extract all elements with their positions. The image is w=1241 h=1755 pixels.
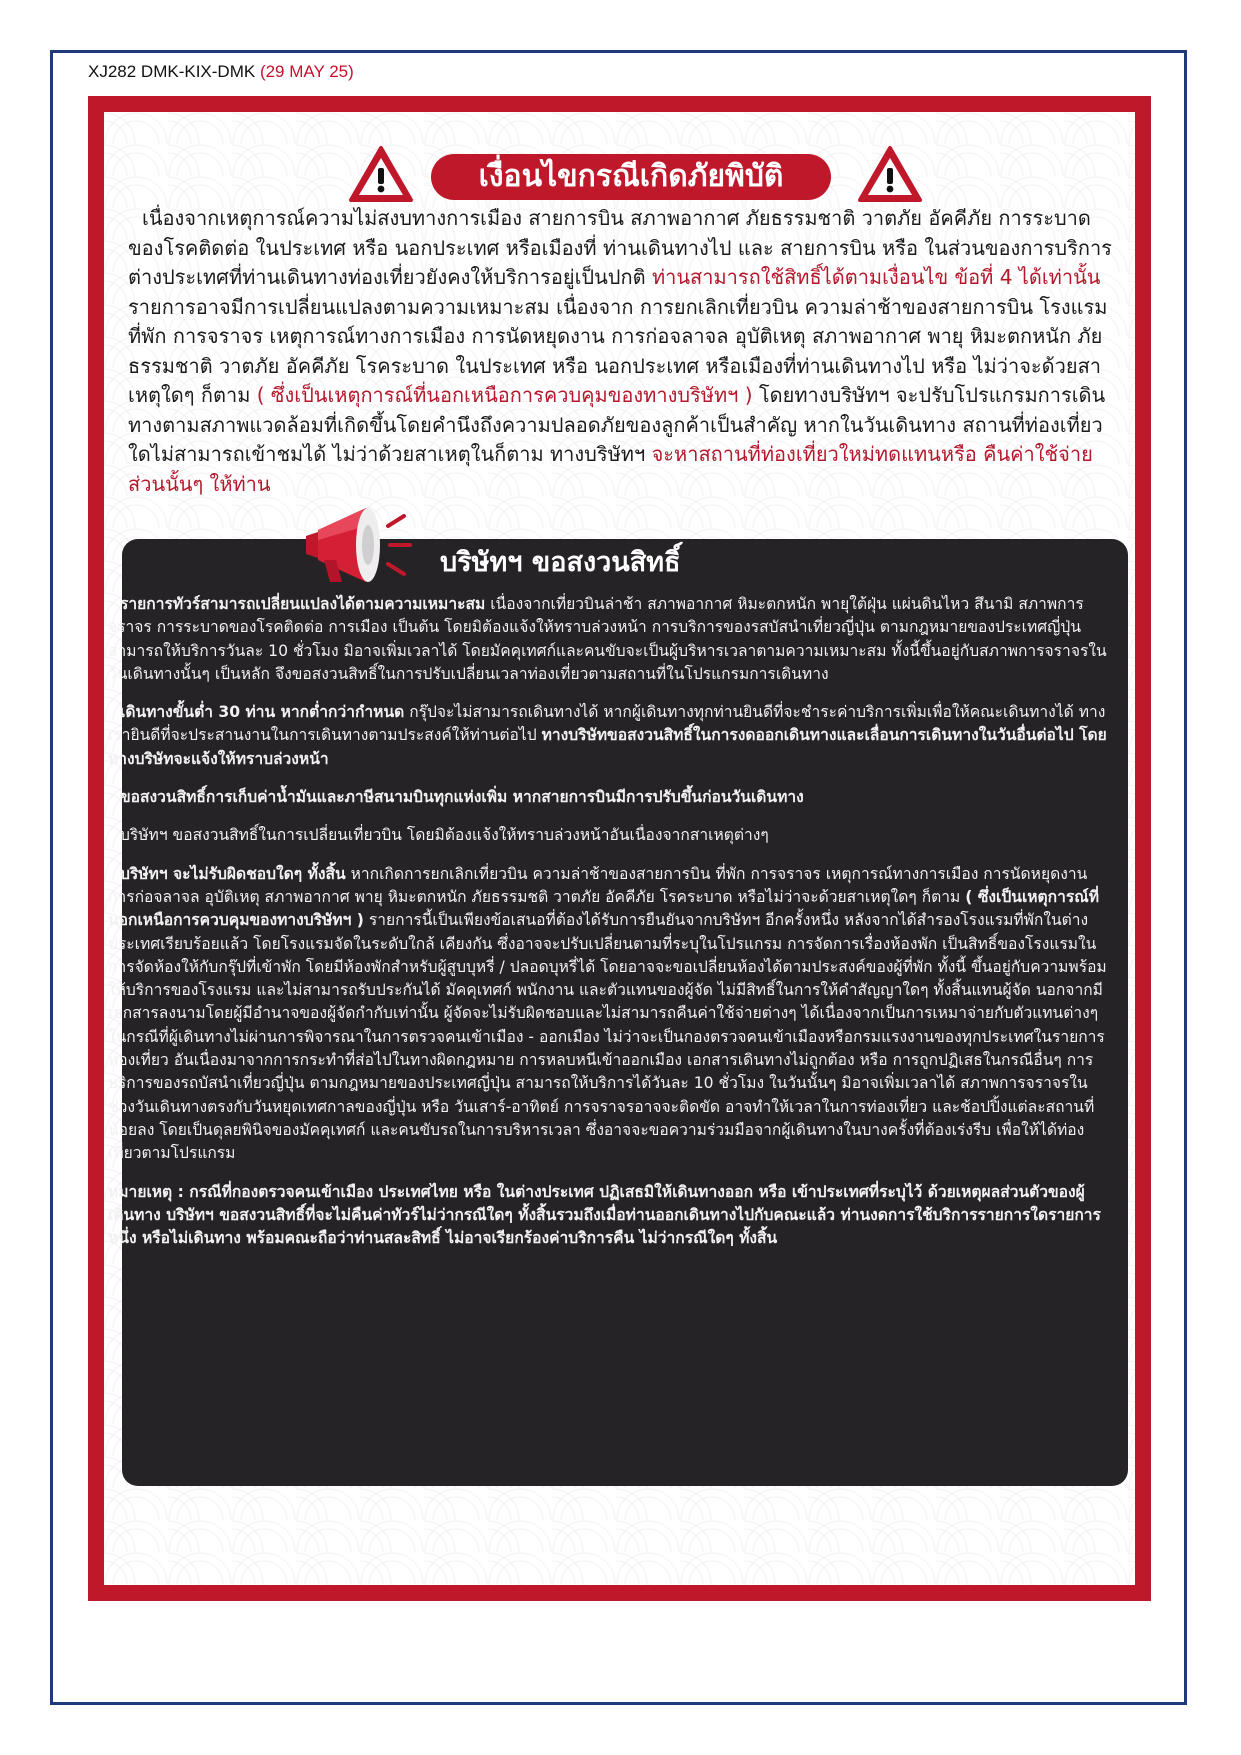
highlight-force-majeure: ( ซึ่งเป็นเหตุการณ์ที่นอกเหนือการควบคุมของทางบริษัทฯ ) [256, 383, 753, 407]
warning-triangle-icon [857, 144, 923, 204]
rights-paragraph-minimum-group: เดินทางขั้นต่ำ 30 ท่าน หากต่ำกว่ากำหนด กรุ๊ปจะไม่สามารถเดินทางได้ หากผู้เดินทางทุกท่านยินดีที่จะชำระค่าบริการเพิ่มเพื่อให้คณะเดินทางได้ ทางเรายินดีที่จะประสานงานในการเดินทางตามประสงค์ให้ท่านต่อไป ทางบริษัทขอสงวนสิทธิ์ในการงดออกเดินทางและเลื่อนการเดินทางในวันอื่นต่อไป โดยทางบริษัทจะแจ้งให้ทราบล่วงหน้า [108, 703, 1107, 768]
intro-paragraph-2: รายการอาจมีการเปลี่ยนแปลงตามความเหมาะสม เนื่องจาก การยกเลิกเที่ยวบิน ความล่าช้าของสายการบิน โรงแรม ที่พัก การจราจร เหตุการณ์ทางการเมือง การนัดหยุดงาน การก่อจลาจล อุบัติเหตุ สภาพอากาศ พายุ หิมะตกหนัก ภัยธรรมชาติ วาตภัย อัคคีภัย โรคระบาด ในประเทศ หรือ นอกประเทศ หรือเมืองที่ท่านเดินทางไป หรือ ไม่ว่าจะด้วยสาเหตุใดๆ ก็ตาม ( ซึ่งเป็นเหตุการณ์ที่นอกเหนือการควบคุมของทางบริษัทฯ ) โดยทางบริษัทฯ จะปรับโปรแกรมการเดินทางตามสภาพแวดล้อมที่เกิดขึ้นโดยคำนึงถึงความปลอดภัยของลูกค้าเป็นสำคัญ หากในวันเดินทาง สถานที่ท่องเที่ยวใดไม่สามารถเข้าชมได้ ไม่ว่าด้วยสาเหตุในก็ตาม ทางบริษัทฯ จะหาสถานที่ท่องเที่ยวใหม่ทดแทนหรือ คืนค่าใช้จ่ายส่วนนั้นๆ ให้ท่าน [128, 294, 1108, 496]
document-header [88, 62, 354, 82]
highlight-rights-clause: ท่านสามารถใช้สิทธิ์ได้ตามเงื่อนไข ข้อที่ 4 ได้เท่านั้น [651, 265, 1101, 289]
disaster-conditions-text [128, 204, 1118, 499]
tour-date: (29 MAY 25) [259, 62, 354, 81]
page-title: เงื่อนไขกรณีเกิดภัยพิบัติ [431, 154, 831, 200]
title-row [104, 140, 1135, 210]
rights-paragraph-flight-change: บริษัทฯ ขอสงวนสิทธิ์ในการเปลี่ยนเที่ยวบิน โดยมิต้องแจ้งให้ทราบล่วงหน้าอันเนื่องจากสาเหตุต่างๆ [120, 826, 769, 845]
warning-triangle-icon [348, 144, 414, 204]
rights-box-title: บริษัทฯ ขอสงวนสิทธิ์ [440, 547, 681, 578]
rights-box-text [108, 593, 1108, 1265]
rights-paragraph-liability: บริษัทฯ จะไม่รับผิดชอบใดๆ ทั้งสิ้น หากเกิดการยกเลิกเที่ยวบิน ความล่าช้าของสายการบิน ที่พัก การจราจร เหตุการณ์ทางการเมือง การนัดหยุดงาน การก่อจลาจล อุบัติเหตุ สภาพอากาศ พายุ หิมะตกหนัก ภัยธรรมชติ วาตภัย อัคคีภัย โรคระบาด หรือไม่ว่าจะด้วยสาเหตุใดๆ ก็ตาม ( ซึ่งเป็นเหตุการณ์ที่นอกเหนือการควบคุมของทางบริษัทฯ ) รายการนี้เป็นเพียงข้อเสนอที่ต้องได้รับการยืนยันจากบริษัทฯ อีกครั้งหนึ่ง หลังจากได้สำรองโรงแรมที่พักในต่างประเทศเรียบร้อยแล้ว โดยโรงแรมจัดในระดับใกล้ เคียงกัน ซึ่งอาจจะปรับเปลี่ยนตามที่ระบุในโปรแกรม การจัดการเรื่องห้องพัก เป็นสิทธิ์ของโรงแรมในการจัดห้องให้กับกรุ๊ปที่เข้าพัก โดยมีห้องพักสำหรับผู้สูบบุหรี่ / ปลอดบุหรี่ได้ โดยอาจจะขอเปลี่ยนห้องได้ตามประสงค์ของผู้ที่พัก ทั้งนี้ ขึ้นอยู่กับความพร้อมให้บริการของโรงแรม และไม่สามารถรับประกันได้ มัคคุเทศก์ พนักงาน และตัวแทนของผู้จัด ไม่มีสิทธิ์ในการให้คำสัญญาใดๆ ทั้งสิ้นแทนผู้จัด นอกจากมีเอกสารลงนามโดยผู้มีอำนาจของผู้จัดกำกับเท่านั้น ผู้จัดจะไม่รับผิดชอบและไม่สามารถคืนค่าใช้จ่ายต่างๆ ได้เนื่องจากเป็นการเหมาจ่ายกับตัวแทนต่างๆ ในกรณีที่ผู้เดินทางไม่ผ่านการพิจารณาในการตรวจคนเข้าเมือง - ออกเมือง ไม่ว่าจะเป็นกองตรวจคนเข้าเมืองหรือกรมแรงงานของทุกประเทศในรายการท่องเที่ยว อันเนื่องมาจากการกระทำที่ส่อไปในทางผิดกฎหมาย การหลบหนีเข้าออกเมือง เอกสารเดินทางไม่ถูกต้อง หรือ การถูกปฏิเสธในกรณีอื่นๆ การบริการของรถบัสนำเที่ยวญี่ปุ่น ตามกฎหมายของประเทศญี่ปุ่น สามารถให้บริการได้วันละ 10 ชั่วโมง ในวันนั้นๆ มิอาจเพิ่มเวลาได้ สภาพการจราจรในช่วงวันเดินทางตรงกับวันหยุดเทศกาลของญี่ปุ่น หรือ วันเสาร์-อาทิตย์ การจราจรอาจจะติดขัด อาจทำให้เวลาในการท่องเที่ยว และช้อปปิ้งแต่ละสถานที่น้อยลง โดยเป็นดุลยพินิจของมัคคุเทศก์ และคนขับรถในการบริหารเวลา ซึ่งอาจจะขอความร่วมมือจากผู้เดินทางในบางครั้งที่ต้องเร่งรีบ เพื่อให้ได้ท่องเที่ยวตามโปรแกรม [108, 864, 1107, 1163]
rights-paragraph-fuel-tax: ขอสงวนสิทธิ์การเก็บค่าน้ำมันและภาษีสนามบินทุกแห่งเพิ่ม หากสายการบินมีการปรับขึ้นก่อนวันเดินทาง [120, 788, 804, 807]
rights-paragraph-program-change: รายการทัวร์สามารถเปลี่ยนแปลงได้ตามความเหมาะสม เนื่องจากเที่ยวบินล่าช้า สภาพอากาศ หิมะตกหนัก พายุใต้ฝุ่น แผ่นดินไหว สึนามิ สภาพการจราจร การระบาดของโรคติดต่อ การเมือง เป็นต้น โดยมิต้องแจ้งให้ทราบล่วงหน้า การบริการของรสบัสนำเที่ยวญี่ปุ่น ตามกฎหมายของประเทศญี่ปุ่น สามารถให้บริการวันละ 10 ชั่วโมง มิอาจเพิ่มเวลาได้ โดยมัคคุเทศก์และคนขับจะเป็นผู้บริหารเวลาตามความเหมาะสม ทั้งนี้ขึ้นอยู่กับสภาพการจราจรในวันเดินทางนั้นๆ เป็นหลัก จึงขอสงวนสิทธิ์ในการปรับเปลี่ยนเวลาท่องเที่ยวตามสถานที่ในโปรแกรมการเดินทาง [108, 595, 1107, 683]
tour-code: XJ282 DMK-KIX-DMK [88, 62, 256, 81]
highlight-replacement: จะหาสถานที่ท่องเที่ยวใหม่ทดแทนหรือ คืนค่าใช้จ่ายส่วนนั้นๆ ให้ท่าน [128, 442, 1093, 496]
megaphone-icon [296, 496, 420, 588]
intro-paragraph-1: เนื่องจากเหตุการณ์ความไม่สงบทางการเมือง สายการบิน สภาพอากาศ ภัยธรรมชาติ วาตภัย อัคคีภัย การระบาด ของโรคติดต่อ ในประเทศ หรือ นอกประเทศ หรือเมืองที่ ท่านเดินทางไป และ สายการบิน หรือ ในส่วนของการบริการต่างประเทศที่ท่านเดินทางท่องเที่ยวยังคงให้บริการอยู่เป็นปกติ ท่านสามารถใช้สิทธิ์ได้ตามเงื่อนไข ข้อที่ 4 ได้เท่านั้น [128, 206, 1112, 289]
rights-paragraph-note: หมายเหตุ : กรณีที่กองตรวจคนเข้าเมือง ประเทศไทย หรือ ในต่างประเทศ ปฏิเสธมิให้เดินทางออก หรือ เข้าประเทศที่ระบุไว้ ด้วยเหตุผลส่วนตัวของผู้เดินทาง บริษัทฯ ขอสงวนสิทธิ์ที่จะไม่คืนค่าทัวร์ไม่ว่ากรณีใดๆ ทั้งสิ้นรวมถึงเมื่อท่านออกเดินทางไปกับคณะแล้ว ท่านงดการใช้บริการรายการใดรายการหนึ่ง หรือไม่เดินทาง พร้อมคณะถือว่าท่านสละสิทธิ์ ไม่อาจเรียกร้องค่าบริการคืน ไม่ว่ากรณีใดๆ ทั้งสิ้น [108, 1182, 1101, 1248]
